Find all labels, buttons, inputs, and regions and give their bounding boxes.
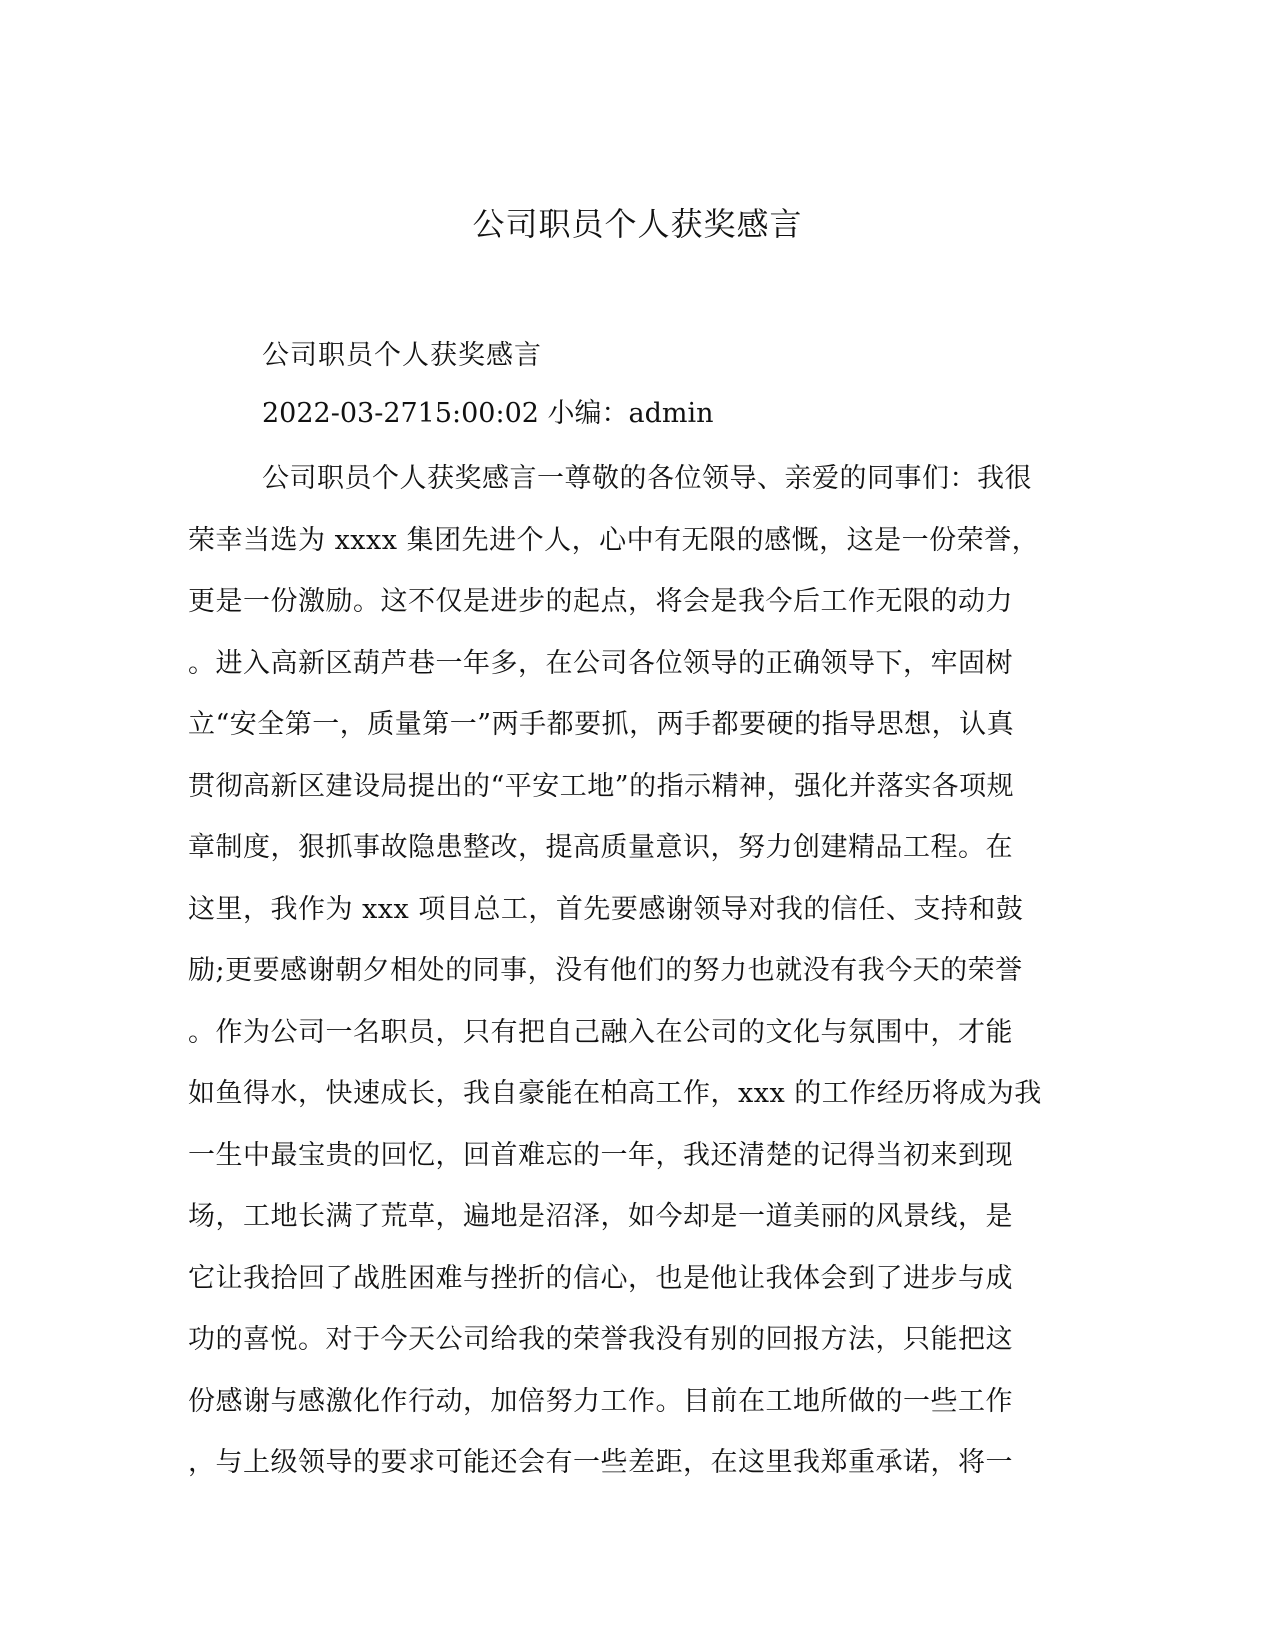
body-line: 如鱼得水，快速成长，我自豪能在柏高工作，xxx 的工作经历将成为我 [188, 1078, 1042, 1109]
body-line: 它让我拾回了战胜困难与挫折的信心，也是他让我体会到了进步与成 [188, 1262, 1013, 1294]
body-line: 。作为公司一名职员，只有把自己融入在公司的文化与氛围中，才能 [188, 1016, 1013, 1048]
body-line: 更是一份激励。这不仅是进步的起点，将会是我今后工作无限的动力 [188, 586, 1013, 617]
article-subtitle: 公司职员个人获奖感言 [262, 340, 542, 371]
page-title: 公司职员个人获奖感言 [472, 205, 803, 243]
article-body [188, 448, 1068, 1494]
body-line: 份感谢与感激化作行动，加倍努力工作。目前在工地所做的一些工作 [188, 1385, 1013, 1417]
body-line: 。进入高新区葫芦巷一年多，在公司各位领导的正确领导下，牢固树 [188, 647, 1013, 679]
body-line: 贯彻高新区建设局提出的“平安工地”的指示精神，强化并落实各项规 [188, 770, 1015, 802]
body-line: ，与上级领导的要求可能还会有一些差距，在这里我郑重承诺，将一 [188, 1447, 1013, 1478]
article-meta: 2022-03-2715:00:02 小编：admin [262, 398, 714, 429]
body-line: 荣幸当选为 xxxx 集团先进个人，心中有无限的感慨，这是一份荣誉， [188, 524, 1040, 556]
body-line: 公司职员个人获奖感言一尊敬的各位领导、亲爱的同事们：我很 [262, 463, 1032, 494]
body-line: 场，工地长满了荒草，遍地是沼泽，如今却是一道美丽的风景线，是 [188, 1201, 1013, 1232]
body-line: 一生中最宝贵的回忆，回首难忘的一年，我还清楚的记得当初来到现 [188, 1139, 1013, 1171]
body-line: 励;更要感谢朝夕相处的同事，没有他们的努力也就没有我今天的荣誉 [188, 955, 1023, 986]
body-line: 立“安全第一，质量第一”两手都要抓，两手都要硬的指导思想，认真 [188, 709, 1015, 740]
body-line: 功的喜悦。对于今天公司给我的荣誉我没有别的回报方法，只能把这 [188, 1324, 1013, 1355]
body-line: 章制度，狠抓事故隐患整改，提高质量意识，努力创建精品工程。在 [188, 832, 1013, 863]
body-line: 这里，我作为 xxx 项目总工，首先要感谢领导对我的信任、支持和鼓 [188, 893, 1024, 925]
